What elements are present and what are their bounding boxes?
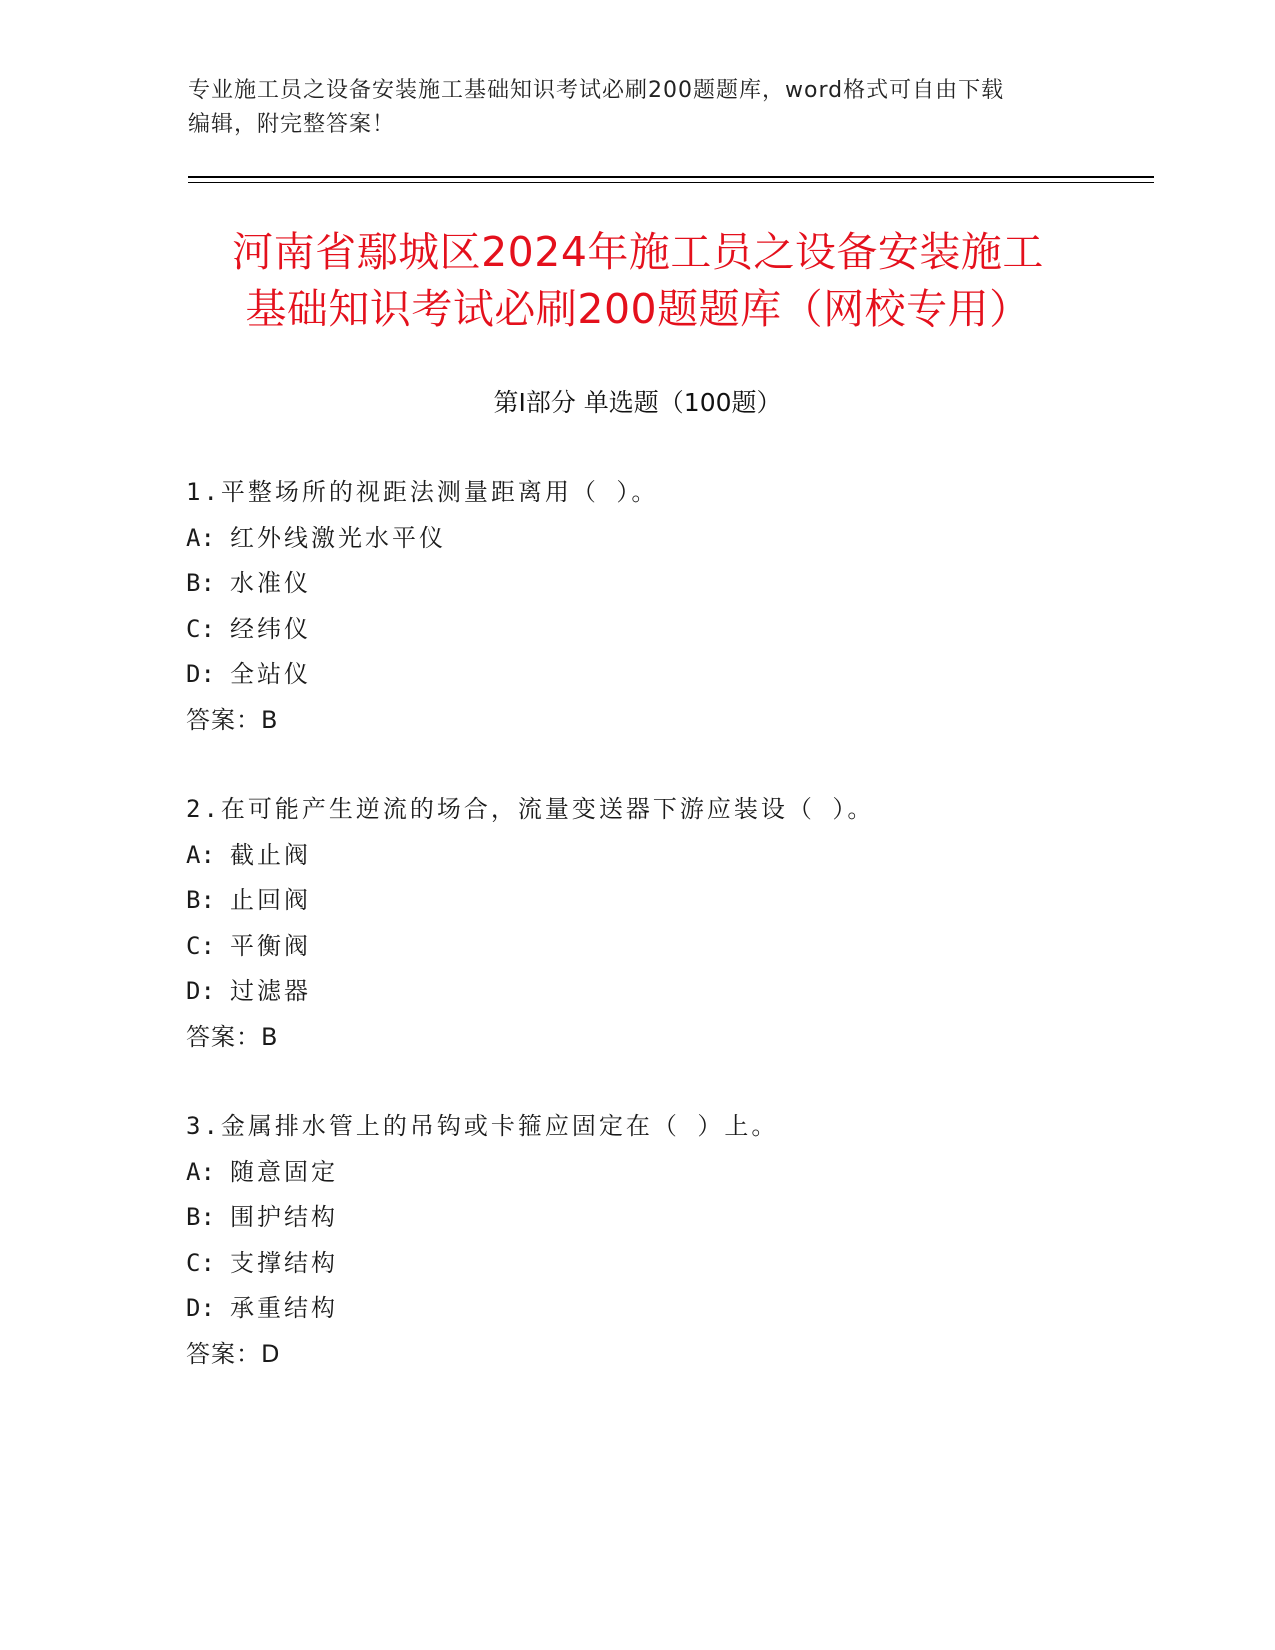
question-stem: 2.在可能产生逆流的场合，流量变送器下游应装设（ ）。	[186, 795, 875, 823]
option-text: 经纬仪	[230, 614, 311, 643]
answer-line: 答案：B	[186, 705, 279, 734]
option-d	[186, 969, 1166, 1015]
option-d	[186, 652, 1166, 698]
option-text: 全站仪	[230, 660, 311, 688]
question-item	[186, 787, 1166, 1060]
option-key: A:	[186, 523, 215, 552]
title-line-1: 河南省鄢城区2024年施工员之设备安装施工	[232, 228, 1044, 276]
option-text: 红外线激光水平仪	[230, 523, 446, 552]
option-d	[186, 1286, 1166, 1332]
option-text: 截止阀	[230, 840, 311, 869]
option-text: 围护结构	[230, 1203, 338, 1231]
option-text: 过滤器	[230, 977, 311, 1005]
option-key: D:	[186, 977, 215, 1005]
header-line-1: 专业施工员之设备安装施工基础知识考试必刷200题题库，word格式可自由下载	[188, 78, 1005, 103]
option-b	[186, 1195, 1166, 1241]
option-text: 支撑结构	[230, 1248, 338, 1277]
page-header	[188, 74, 1068, 142]
option-key: C:	[186, 614, 215, 643]
option-b	[186, 878, 1166, 924]
answer-line: 答案：B	[186, 1022, 279, 1051]
option-key: D:	[186, 660, 215, 688]
question-stem: 3.金属排水管上的吊钩或卡箍应固定在（ ）上。	[186, 1112, 779, 1140]
option-key: C:	[186, 1248, 215, 1277]
option-key: D:	[186, 1294, 215, 1322]
document-title	[188, 224, 1088, 338]
option-text: 水准仪	[230, 569, 311, 597]
option-key: A:	[186, 1157, 215, 1186]
option-text: 平衡阀	[230, 931, 311, 960]
option-key: B:	[186, 569, 215, 597]
option-key: B:	[186, 1203, 215, 1231]
option-c	[186, 607, 1166, 653]
option-b	[186, 561, 1166, 607]
question-stem: 1.平整场所的视距法测量距离用（ ）。	[186, 478, 659, 506]
option-a	[186, 516, 1166, 562]
option-c	[186, 924, 1166, 970]
option-key: B:	[186, 886, 215, 914]
header-divider-thin	[188, 182, 1154, 183]
option-key: C:	[186, 931, 215, 960]
title-line-2: 基础知识考试必刷200题题库（网校专用）	[245, 285, 1031, 333]
option-a	[186, 833, 1166, 879]
question-item	[186, 1104, 1166, 1377]
option-text: 止回阀	[230, 886, 311, 914]
section-heading: 第Ⅰ部分 单选题（100题）	[493, 388, 782, 417]
option-a	[186, 1150, 1166, 1196]
option-key: A:	[186, 840, 215, 869]
header-line-2: 编辑，附完整答案！	[188, 112, 396, 137]
answer-line: 答案：D	[186, 1339, 281, 1368]
question-item	[186, 470, 1166, 743]
option-c	[186, 1241, 1166, 1287]
header-divider-thick	[188, 176, 1154, 178]
option-text: 随意固定	[230, 1157, 338, 1186]
option-text: 承重结构	[230, 1294, 338, 1322]
